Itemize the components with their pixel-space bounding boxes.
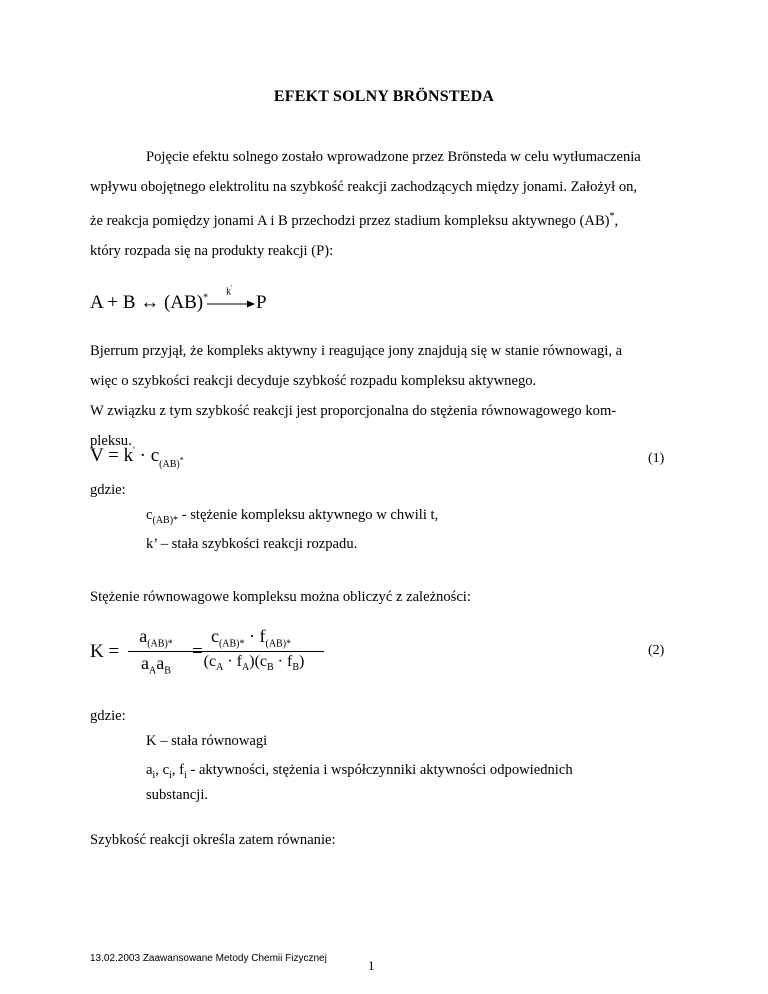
where-1-label: gdzie: (90, 482, 126, 498)
bjerrum-line-2: więc o szybkości reakcji decyduje szybkość rozpadu kompleksu aktywnego. (90, 373, 537, 389)
where-2-item-3: substancji. (146, 787, 209, 803)
eq2-num1: a (139, 626, 148, 646)
eq2-frac1-num (128, 626, 184, 650)
where2-f: , f (171, 762, 184, 778)
eq2-num2-f: · f (244, 626, 266, 646)
eq1-lhs: V = k (90, 445, 134, 466)
reaction-star: * (203, 292, 209, 304)
eq2-intro: Stężenie równowagowe kompleksu można obliczyć z zależności: (90, 589, 471, 605)
document-title: EFEKT SOLNY BRÖNSTEDA (273, 88, 495, 105)
eq2-frac1-line (128, 651, 184, 652)
intro-star: * (609, 211, 615, 222)
bjerrum-paragraph (90, 336, 678, 456)
intro-line-2: wpływu obojętnego elektrolitu na szybkość reakcji zachodzących między jonami. Założył on, (90, 179, 638, 195)
reaction-product: P (256, 292, 267, 313)
eq1-sub-star: * (179, 455, 184, 465)
where1-c-text: - stężenie kompleksu aktywnego w chwili t, (178, 507, 439, 523)
reaction-left: A + B ↔ (AB) (90, 292, 204, 313)
where1-c: c (146, 507, 153, 523)
eq2-num1-sub: (AB)* (147, 638, 173, 650)
bjerrum-line-3: W związku z tym szybkość reakcji jest proporcjonalna do stężenia równowagowego kom- (90, 403, 617, 419)
where2-c-sub: i (169, 769, 172, 781)
eq2-den2-close: ) (299, 653, 305, 670)
equation-1 (90, 445, 184, 470)
where2-a-sub: i (152, 769, 156, 781)
eq2-den2-sB: B (267, 662, 274, 674)
intro-line-3-text: że reakcja pomiędzy jonami A i B przechodzi przez stadium kompleksu aktywnego (AB) (90, 212, 610, 229)
where-2-item-1: K – stała równowagi (146, 733, 268, 749)
arrow-label-prime: ' (231, 284, 233, 292)
equation-2-number: (2) (648, 643, 665, 658)
intro-line-4: który rozpada się na produkty reakcji (P): (90, 242, 334, 259)
where2-text: - aktywności, stężenia i współczynniki aktywności odpowiednich (186, 762, 573, 778)
eq1-prime: ' (133, 445, 135, 457)
eq2-den1-a: a (141, 653, 150, 673)
eq2-frac2-den (180, 653, 328, 673)
closing-sentence: Szybkość reakcji określa zatem równanie: (90, 832, 336, 848)
eq2-den2-mid: )(c (249, 653, 267, 670)
arrow-label (226, 284, 232, 297)
eq1-c: · c (134, 445, 160, 466)
where2-a: a (146, 762, 153, 778)
arrow-label-k: k (226, 286, 231, 298)
eq2-den2-fB: · f (273, 653, 293, 670)
eq2-den2-sA: A (216, 662, 224, 674)
where-2-label: gdzie: (90, 708, 126, 724)
eq1-sub: (AB) (159, 459, 180, 470)
eq2-num2-csub: (AB)* (218, 638, 245, 650)
intro-line-1: Pojęcie efektu solnego zostało wprowadzone przez Brönsteda w celu wytłumaczenia (146, 149, 641, 165)
eq2-frac2-num (180, 626, 322, 650)
where2-f-sub: i (184, 769, 187, 781)
eq2-den1-subA: A (149, 665, 157, 677)
eq2-den1-a2: a (156, 653, 165, 673)
eq2-den2-open: (c (203, 653, 217, 670)
where1-c-sub: (AB)* (152, 514, 179, 526)
intro-paragraph (90, 142, 678, 266)
eq2-den2-sA2: A (242, 662, 250, 674)
eq2-den2-sB2: B (292, 662, 299, 674)
footer-text: 13.02.2003 Zaawansowane Metody Chemii Fizycznej (90, 953, 327, 964)
reaction-arrow-icon (207, 298, 255, 310)
eq2-num2-fsub: (AB)* (265, 638, 292, 650)
where-1-item-2: k’ – stała szybkości reakcji rozpadu. (146, 536, 358, 552)
where2-c: , c (155, 762, 170, 778)
where-1-item-1 (146, 507, 438, 526)
eq2-den2-fA: · f (223, 653, 242, 670)
intro-line-3 (90, 202, 678, 236)
eq2-frac1-den (128, 653, 184, 677)
eq2-den1-subB: B (164, 665, 171, 677)
page-number: 1 (368, 958, 375, 973)
bjerrum-line-4: pleksu. (90, 433, 132, 449)
intro-line-3-end: , (614, 212, 619, 229)
equation-1-number: (1) (648, 451, 665, 466)
eq2-lhs: K = (90, 641, 120, 662)
eq2-frac2-line (184, 651, 324, 652)
where-2-item-2 (146, 762, 573, 781)
eq2-num2-c: c (210, 626, 219, 646)
reaction-scheme (90, 292, 208, 314)
bjerrum-line-1: Bjerrum przyjął, że kompleks aktywny i reagujące jony znajdują się w stanie równowagi, a (90, 343, 623, 359)
